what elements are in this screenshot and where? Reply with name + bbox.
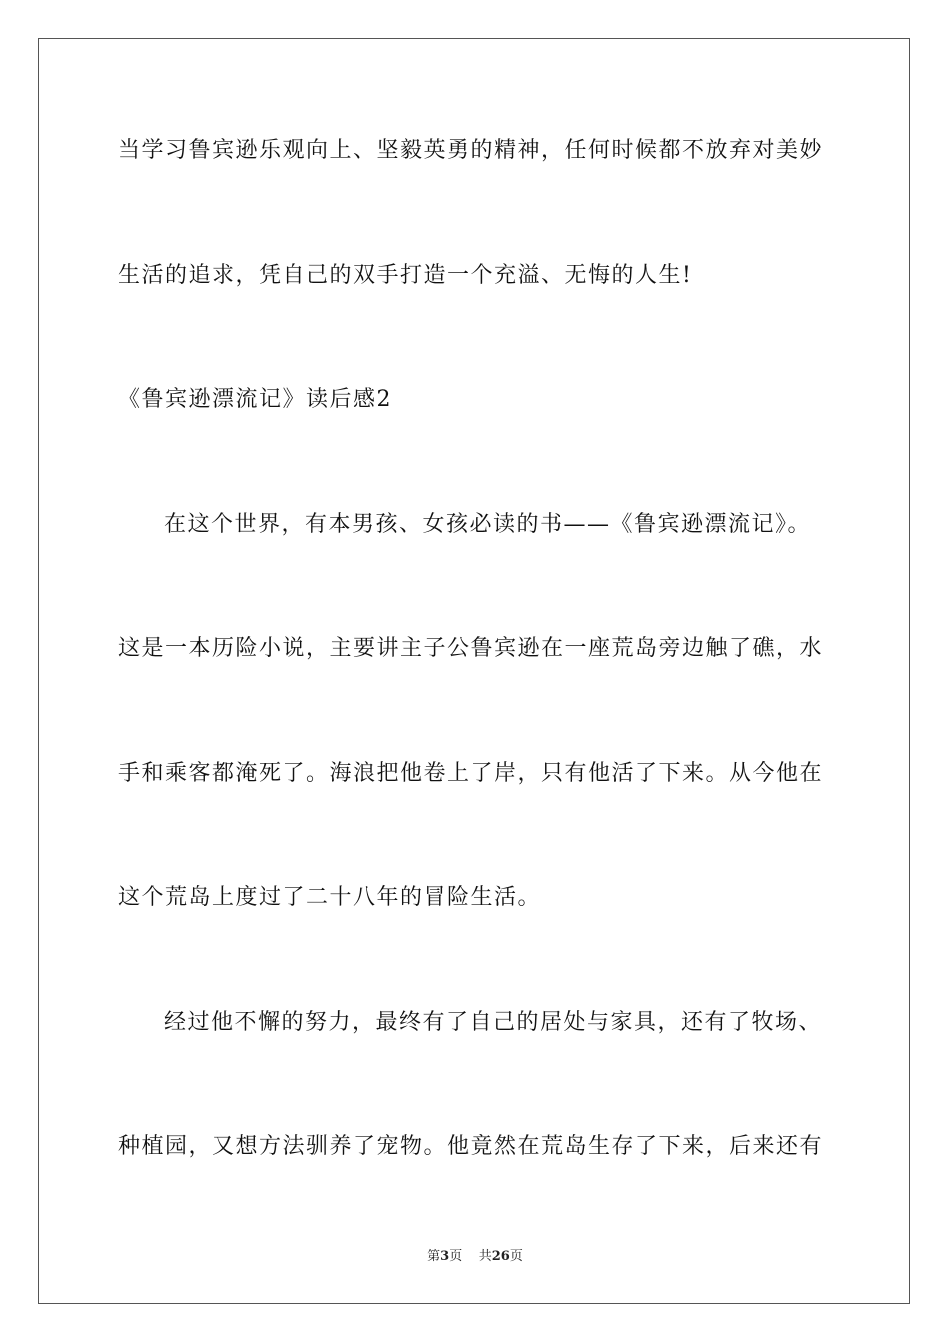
paragraph-line: 这是一本历险小说，主要讲主子公鲁宾逊在一座荒岛旁边触了礁，水 [118,636,824,661]
total-prefix: 共 [478,1249,492,1264]
paragraph-line: 经过他不懈的努力，最终有了自己的居处与家具，还有了牧场、 [164,1010,823,1035]
page-suffix: 页 [449,1249,463,1264]
paragraph-line: 生活的追求，凭自己的双手打造一个充溢、无悔的人生! [118,263,693,288]
section-heading: 《鲁宾逊漂流记》读后感2 [118,387,392,412]
page-border [38,38,910,1304]
page-prefix: 第 [427,1249,441,1264]
paragraph-line: 当学习鲁宾逊乐观向上、坚毅英勇的精神，任何时候都不放弃对美妙 [118,138,824,163]
paragraph-line: 在这个世界，有本男孩、女孩必读的书——《鲁宾逊漂流记》。 [164,512,812,537]
page-total: 26 [491,1249,510,1264]
page-current: 3 [440,1249,450,1264]
paragraph-line: 手和乘客都淹死了。海浪把他卷上了岸，只有他活了下来。从今他在 [118,761,824,786]
total-suffix: 页 [509,1249,523,1264]
paragraph-line: 种植园，又想方法驯养了宠物。他竟然在荒岛生存了下来，后来还有 [118,1134,824,1159]
page-footer [0,1248,950,1266]
paragraph-line: 这个荒岛上度过了二十八年的冒险生活。 [118,885,542,910]
